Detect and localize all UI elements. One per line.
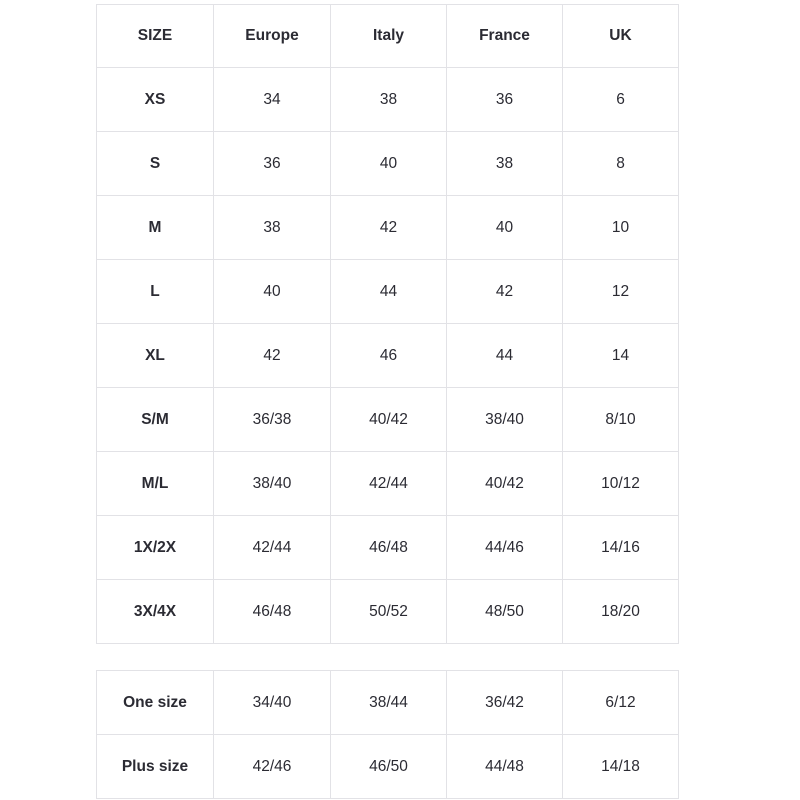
row-label: 1X/2X [97, 516, 214, 580]
column-header-size: SIZE [97, 5, 214, 68]
cell-france: 48/50 [447, 580, 563, 644]
cell-italy: 42 [331, 196, 447, 260]
table-row [97, 324, 679, 388]
table-row [97, 388, 679, 452]
cell-uk: 14 [563, 324, 679, 388]
row-label: L [97, 260, 214, 324]
cell-france: 44/46 [447, 516, 563, 580]
cell-uk: 10 [563, 196, 679, 260]
cell-uk: 18/20 [563, 580, 679, 644]
cell-france: 40/42 [447, 452, 563, 516]
cell-europe: 38 [214, 196, 331, 260]
cell-france: 44 [447, 324, 563, 388]
cell-france: 38/40 [447, 388, 563, 452]
table-row [97, 132, 679, 196]
cell-italy: 50/52 [331, 580, 447, 644]
cell-europe: 42/44 [214, 516, 331, 580]
cell-italy: 40/42 [331, 388, 447, 452]
cell-europe: 46/48 [214, 580, 331, 644]
table-header-row [97, 5, 679, 68]
table-row [97, 68, 679, 132]
column-header-italy: Italy [331, 5, 447, 68]
cell-europe: 38/40 [214, 452, 331, 516]
one-size-table [96, 670, 679, 799]
cell-europe: 40 [214, 260, 331, 324]
size-conversion-table [96, 4, 679, 644]
row-label: One size [97, 671, 214, 735]
cell-uk: 6 [563, 68, 679, 132]
cell-uk: 8 [563, 132, 679, 196]
table-row [97, 516, 679, 580]
table-body [97, 671, 679, 799]
column-header-uk: UK [563, 5, 679, 68]
cell-uk: 12 [563, 260, 679, 324]
row-label: M [97, 196, 214, 260]
cell-france: 36 [447, 68, 563, 132]
column-header-france: France [447, 5, 563, 68]
table-row [97, 580, 679, 644]
cell-uk: 6/12 [563, 671, 679, 735]
table-body [97, 68, 679, 644]
cell-italy: 38 [331, 68, 447, 132]
cell-europe: 42/46 [214, 735, 331, 799]
cell-uk: 14/16 [563, 516, 679, 580]
row-label: S [97, 132, 214, 196]
cell-uk: 10/12 [563, 452, 679, 516]
row-label: S/M [97, 388, 214, 452]
cell-italy: 46/50 [331, 735, 447, 799]
cell-europe: 36/38 [214, 388, 331, 452]
cell-italy: 44 [331, 260, 447, 324]
cell-italy: 46/48 [331, 516, 447, 580]
cell-france: 38 [447, 132, 563, 196]
table-row [97, 452, 679, 516]
table-row [97, 735, 679, 799]
column-header-europe: Europe [214, 5, 331, 68]
row-label: Plus size [97, 735, 214, 799]
cell-france: 44/48 [447, 735, 563, 799]
cell-france: 40 [447, 196, 563, 260]
table-row [97, 260, 679, 324]
one-size-table-container [96, 670, 678, 799]
cell-europe: 36 [214, 132, 331, 196]
cell-italy: 46 [331, 324, 447, 388]
cell-france: 42 [447, 260, 563, 324]
cell-france: 36/42 [447, 671, 563, 735]
row-label: 3X/4X [97, 580, 214, 644]
cell-italy: 42/44 [331, 452, 447, 516]
row-label: XL [97, 324, 214, 388]
table-header [97, 5, 679, 68]
cell-europe: 34/40 [214, 671, 331, 735]
table-row [97, 671, 679, 735]
cell-italy: 38/44 [331, 671, 447, 735]
cell-europe: 42 [214, 324, 331, 388]
row-label: XS [97, 68, 214, 132]
row-label: M/L [97, 452, 214, 516]
cell-europe: 34 [214, 68, 331, 132]
table-row [97, 196, 679, 260]
size-conversion-table-container [96, 4, 678, 644]
cell-uk: 8/10 [563, 388, 679, 452]
cell-italy: 40 [331, 132, 447, 196]
cell-uk: 14/18 [563, 735, 679, 799]
